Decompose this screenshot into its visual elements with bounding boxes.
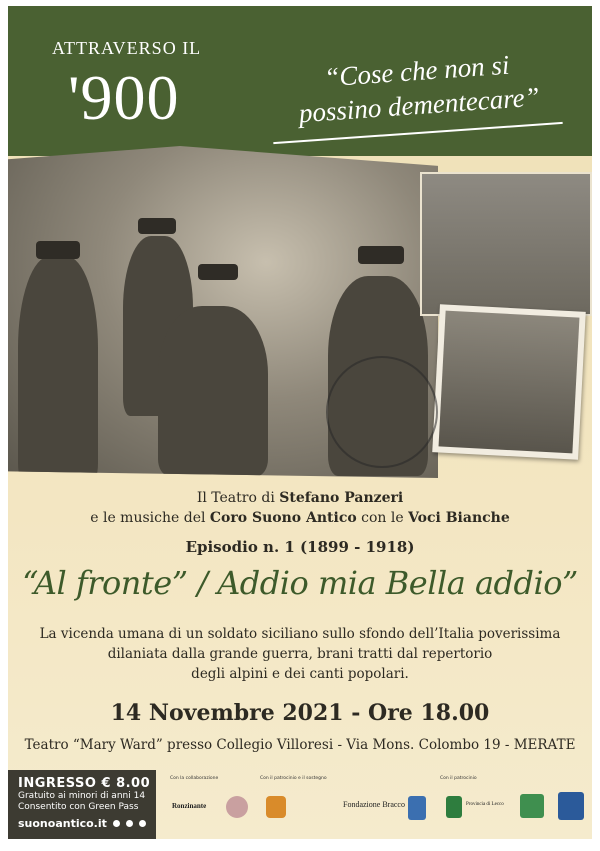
comune-crest [408, 796, 426, 820]
usci-logo [558, 792, 584, 820]
episode-label: Episodio n. 1 (1899 - 1918) [185, 538, 415, 556]
youtube-icon[interactable] [139, 820, 146, 827]
website-link[interactable]: suonoantico.it [18, 817, 107, 830]
description-line: dilaniata dalla grande guerra, brani tratti dal repertorio [107, 646, 493, 662]
header-banner [8, 6, 592, 156]
instagram-icon[interactable] [126, 820, 133, 827]
soldier-cap [138, 218, 176, 234]
author-name: Stefano Panzeri [279, 490, 404, 506]
soldier-cap [36, 241, 80, 259]
event-venue: Teatro “Mary Ward” presso Collegio Villoresi - Via Mons. Colombo 19 - MERATE [24, 737, 576, 753]
sponsor-strip [168, 776, 588, 836]
ticket-note-greenpass: Consentito con Green Pass [18, 802, 139, 812]
soldier-cap [358, 246, 404, 264]
ticket-price: INGRESSO € 8.00 [18, 776, 151, 791]
voices-name: Voci Bianche [408, 510, 510, 526]
series-quote [261, 43, 575, 132]
fondazione-bracco-logo: Fondazione Bracco [343, 800, 405, 809]
intro-line-1 [8, 488, 592, 508]
community-logo [266, 796, 286, 818]
description [8, 624, 592, 684]
partner-logo [520, 794, 544, 818]
provincia-crest [446, 796, 462, 818]
choir-name: Coro Suono Antico [209, 510, 357, 526]
soldier-figure [158, 306, 268, 476]
facebook-icon[interactable] [113, 820, 120, 827]
train-photo [420, 172, 592, 316]
event-date: 14 Novembre 2021 - Ore 18.00 [110, 700, 490, 726]
ronzinante-logo: Ronzinante [172, 802, 207, 810]
website-row [18, 817, 156, 830]
series-label: ATTRAVERSO IL [52, 38, 202, 58]
postal-stamp [326, 356, 438, 468]
partner-logo [226, 796, 248, 818]
show-title: “Al fronte” / Addio mia Bella addio” [22, 564, 578, 602]
series-century: '900 [68, 62, 180, 133]
collab-label: Con la collaborazione [170, 776, 219, 781]
intro-text [8, 488, 592, 528]
patronage-label: Con il patrocinio e il sostegno [260, 776, 327, 781]
ticket-box [8, 770, 156, 839]
intro-mid: con le [356, 510, 409, 526]
description-line: La vicenda umana di un soldato siciliano sullo sfondo dell’Italia poverissima [39, 626, 561, 642]
intro-prefix-2: e le musiche del [90, 510, 210, 526]
intro-line-2 [8, 508, 592, 528]
patronage2-label: Con il patrocinio [440, 776, 477, 781]
quote-line-1: “Cose che non si [323, 49, 511, 93]
family-photo [432, 304, 586, 459]
ticket-note-free: Gratuito ai minori di anni 14 [18, 791, 146, 801]
intro-prefix: Il Teatro di [196, 490, 280, 506]
provincia-lecco-label: Provincia di Lecco [466, 802, 504, 807]
soldier-figure [18, 256, 98, 486]
soldier-cap [198, 264, 238, 280]
event-poster [8, 6, 592, 839]
description-line: degli alpini e dei canti popolari. [191, 666, 409, 682]
quote-line-2: possino dementecare” [297, 81, 541, 129]
family-photo-image [439, 311, 580, 454]
